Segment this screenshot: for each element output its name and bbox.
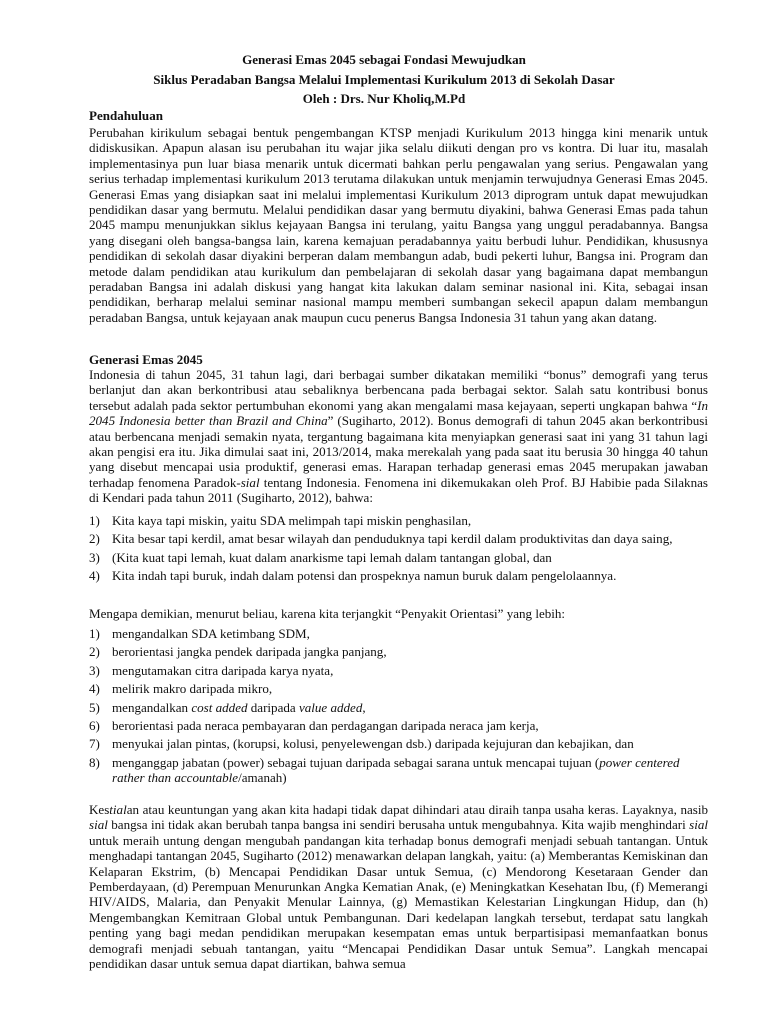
list-item: 8) menganggap jabatan (power) sebagai tujuan daripada sebagai sarana untuk mencapai tujuan (power centered rather than accountable/amanah) [89, 754, 680, 786]
heading-pendahuluan: Pendahuluan [89, 108, 163, 123]
list-item: 4) Kita indah tapi buruk, indah dalam potensi dan prospeknya namun buruk dalam pengelolaannya. [89, 568, 617, 584]
list-item: 5) mengandalkan cost added daripada value added, [89, 699, 366, 715]
author-line: Oleh : Drs. Nur Kholiq,M.Pd [302, 91, 466, 106]
orientation-list [89, 626, 708, 789]
list-item: 7) menyukai jalan pintas, (korupsi, kolusi, penyelewengan dsb.) daripada kejujuran dan kebajikan, dan [89, 736, 634, 752]
title-line-2: Siklus Peradaban Bangsa Melalui Implementasi Kurikulum 2013 di Sekolah Dasar [153, 72, 615, 87]
list-item: 3) (Kita kuat tapi lemah, kuat dalam anarkisme tapi lemah dalam tantangan global, dan [89, 549, 552, 565]
paragraph-penyakit-orientasi: Mengapa demikian, menurut beliau, karena kita terjangkit “Penyakit Orientasi” yang lebih: [89, 606, 566, 621]
heading-generasi-emas: Generasi Emas 2045 [89, 352, 203, 367]
paragraph-generasi-emas-1: Indonesia di tahun 2045, 31 tahun lagi, dari berbagai sumber dikatakan memiliki “bonus” demografi yang terus berlanjut dan akan berkontribusi atau sebaliknya berbencana pada berbagai sektor. Salah satu kontribusi bonus tersebut adalah pada sektor pertumbuhan ekonomi yang akan mengalami masa kejayaan, seperti ungkapan bahwa “In 2045 Indonesia better than Brazil and China” (Sugiharto, 2012). Bonus demografi di tahun 2045 akan berkontribusi atau berbencana menjadi semakin nyata, tergantung bagaimana kita menyiapkan generasi saat ini yang 31 tahun lagi akan pengisi era itu. Jika dimulai saat ini, 2013/2014, maka merekalah yang pada saat itu berusia 30 hingga 40 tahun yang disebut mencapai usia produktif, generasi emas. Harapan terhadap generasi emas 2045 merupakan jawaban terhadap fenomena Paradok-sial tentang Indonesia. Fenomena ini dikemukakan oleh Prof. BJ Habibie pada Silaknas di Kendari pada tahun 2011 (Sugiharto, 2012), bahwa: [89, 367, 708, 506]
paradox-list [89, 513, 708, 587]
title-line-1: Generasi Emas 2045 sebagai Fondasi Mewujudkan [242, 52, 526, 67]
paragraph-pendahuluan: Perubahan kirikulum sebagai bentuk pengembangan KTSP menjadi Kurikulum 2013 hingga kini menarik untuk didiskusikan. Apapun alasan isu perubahan itu wajar jika selalu diikuti dengan pro vs kontra. Di luar itu, masalah implementasinya pun luar biasa menarik untuk dicermati bahkan perlu pengawalan yang serius. Pengawalan yang serius terhadap implementasi kurikulum 2013 terutama dilakukan untuk menjamin terwujudnya Generasi Emas 2045. Generasi Emas yang disiapkan saat ini melalui implementasi Kurikulum 2013 diprogram untuk dapat mewujudkan pendidikan dasar yang bermutu. Melalui pendidikan dasar yang bermutu diyakini, bahwa Generasi Emas pada tahun 2045 mampu menunjukkan siklus kejayaan Bangsa ini terulang, yaitu Bangsa yang unggul peradabannya. Bangsa yang disegani oleh bangsa-bangsa lain, karena kemajuan peradabannya yaitu berbudi luhur. Pendidikan, khususnya pendidikan di sekolah dasar diyakini berperan dalam membangun adab, budi pekerti luhur, Bangsa ini. Program dan metode dalam pendidikan atau kurikulum dan pembelajaran di sekolah dasar yang bagaimana dapat membangun peradaban Bangsa ini adalah diskusi yang hangat kita lakukan dalam seminar nasional ini. Kita, sebagai insan pendidikan, berharap melalui seminar nasional mampu memberi sumbangan sekecil apapun dalam membangun peradaban Bangsa, untuk kejayaan anak maupun cucu penerus Bangsa Indonesia 31 tahun yang akan datang. [89, 125, 708, 325]
list-item: 3) mengutamakan citra daripada karya nyata, [89, 662, 334, 678]
list-item: 1) mengandalkan SDA ketimbang SDM, [89, 626, 310, 641]
list-item: 1) Kita kaya tapi miskin, yaitu SDA melimpah tapi miskin penghasilan, [89, 513, 472, 528]
list-item: 4) melirik makro daripada mikro, [89, 681, 273, 697]
list-item: 2) berorientasi jangka pendek daripada jangka panjang, [89, 644, 387, 660]
paragraph-kesialan: Kestialan atau keuntungan yang akan kita hadapi tidak dapat dihindari atau diraih tanpa usaha keras. Layaknya, nasib sial bangsa ini tidak akan berubah tanpa bangsa ini sendiri berusaha untuk mengubahnya. Kita wajib menghindari sial untuk meraih untung dengan mengubah pandangan kita terhadap bonus demografi menjadi sebuah tantangan. Untuk menghadapi tantangan 2045, Sugiharto (2012) menawarkan delapan langkah, yaitu: (a) Memberantas Kemiskinan dan Kelaparan Ekstrim, (b) Mencapai Pendidikan Dasar untuk Semua, (c) Mendorong Kesetaraan Gender dan Pemberdayaan, (d) Perempuan Menurunkan Angka Kematian Anak, (e) Meningkatkan Kesehatan Ibu, (f) Memerangi HIV/AIDS, Malaria, dan Penyakit Menular Lainnya, (g) Memastikan Kelestarian Lingkungan Hidup, dan (h) Mengembangkan Kemitraan Global untuk Pembangunan. Dari kedelapan langkah tersebut, terdapat satu langkah penting yang bagi medan pendidikan merupakan kesempatan emas untuk berpartisipasi memanfaatkan bonus demografi menjadi sebuah tantangan, yaitu “Mencapai Pendidikan Dasar untuk Semua”. Langkah mencapai pendidikan dasar untuk semua dapat diartikan, bahwa semua [89, 802, 708, 972]
list-item: 2) Kita besar tapi kerdil, amat besar wilayah dan penduduknya tapi kerdil dalam produktivitas dan daya saing, [89, 531, 673, 547]
list-item: 6) berorientasi pada neraca pembayaran dan perdagangan daripada neraca jam kerja, [89, 718, 539, 734]
